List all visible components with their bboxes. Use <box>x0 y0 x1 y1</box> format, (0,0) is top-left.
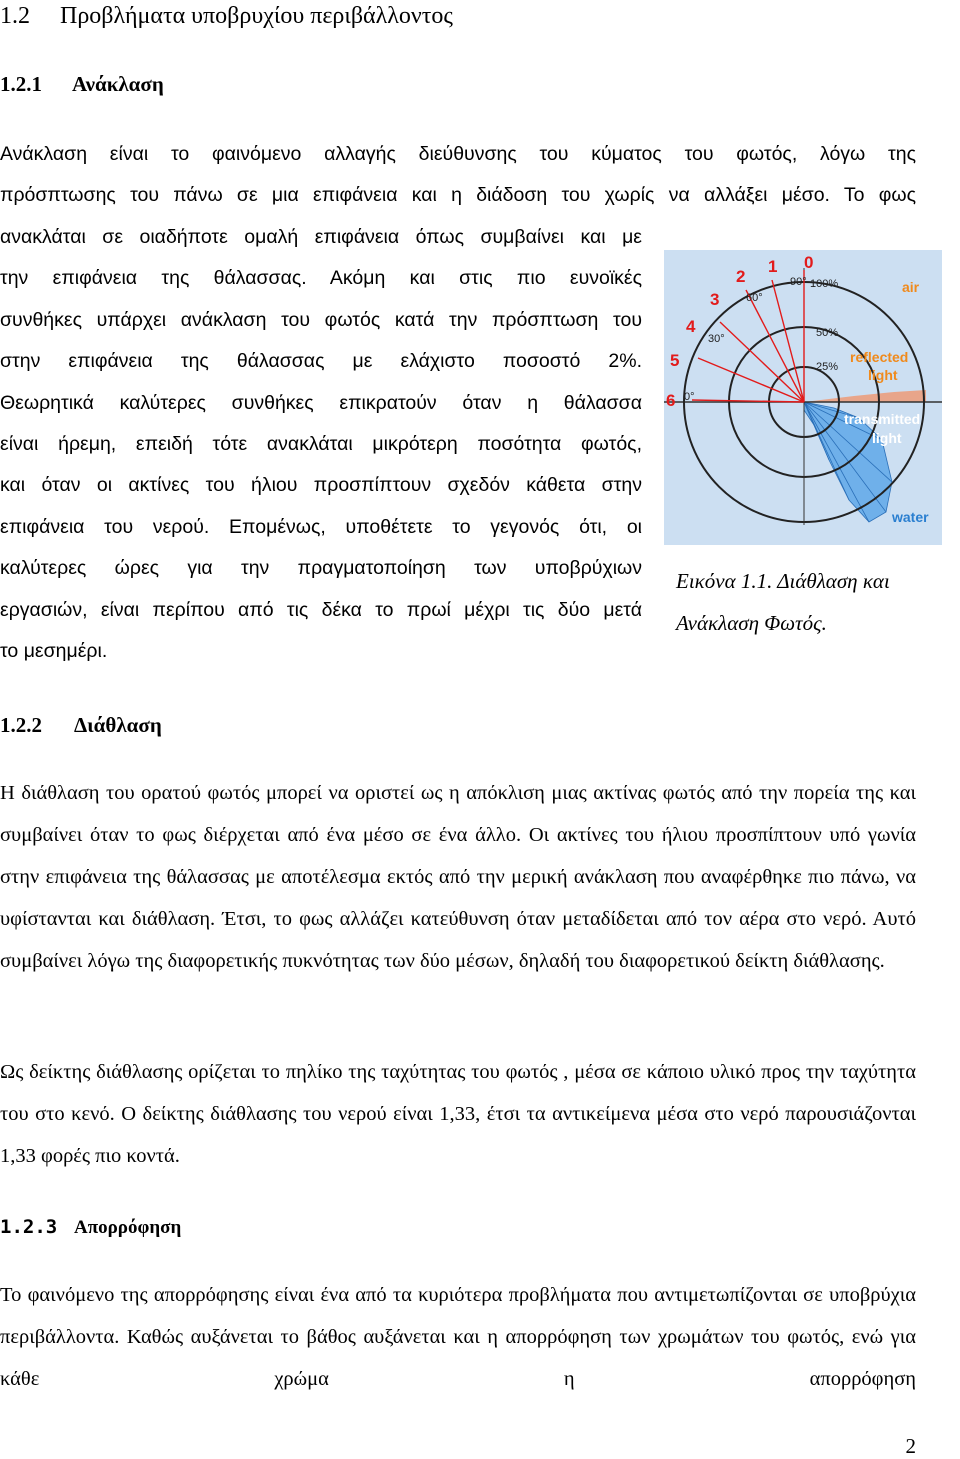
reflected-label-line2: light <box>868 367 898 383</box>
text-line: είναι ήρεμη, επειδή τότε ανακλάται μικρότερη ποσότητα φωτός, <box>0 433 642 456</box>
caption-line: Ανάκλαση Φωτός. <box>676 611 827 635</box>
subsection-number: 1.2.3 <box>0 1216 58 1238</box>
text-line: Θεωρητικά καλύτερες συνθήκες επικρατούν όταν η θάλασσα <box>0 391 642 414</box>
angle-90: 90° <box>790 276 807 288</box>
percent-25: 25% <box>816 361 839 373</box>
reflection-paragraph-narrow <box>0 217 642 672</box>
text-line: και όταν οι ακτίνες του ήλιου προσπίπτουν σχεδόν κάθετα στην <box>0 474 642 497</box>
reflection-paragraph-wide <box>0 134 916 217</box>
refraction-reflection-figure <box>664 250 942 545</box>
subsection-number: 1.2.1 <box>0 72 42 96</box>
refraction-paragraph-1: Η διάθλαση του ορατού φωτός μπορεί να οριστεί ως η απόκλιση μιας ακτίνας φωτός από την πορεία της και συμβαίνει όταν το φως διέρχεται από ένα μέσο σε ένα άλλο. Οι ακτίνες του ήλιου προσπίπτουν υπό γωνία στην επιφάνεια της θάλασσας με αποτέλεσμα εκτός από την μερική ανάκλαση που αναφέρθηκε πιο πάνω, να υφίστανται και διάθλαση. Έτσι, το φως αλλάζει κατεύθυνση όταν μεταδίδεται από τον αέρα στο νερό. Αυτό συμβαίνει λόγω της διαφορετικής πυκνότητας των δύο μέσων, δηλαδή του διαφορετικού δείκτη διάθλασης. <box>0 782 916 972</box>
reflected-label-line1: reflected <box>850 349 909 365</box>
text-line: επιφάνεια του νερού. Επομένως, υποθέτετε το γεγονός ότι, οι <box>0 515 642 538</box>
caption-line: Εικόνα 1.1. Διάθλαση και <box>676 569 890 593</box>
text-line: καλύτερες ώρες για την πραγματοποίηση των υποβρύχιων <box>0 557 642 580</box>
subsection-heading-absorption <box>0 1212 181 1243</box>
transmitted-label-line1: transmitted <box>844 411 921 427</box>
section-number: 1.2 <box>0 3 30 29</box>
text-line: πρόσπτωσης του πάνω σε μια επιφάνεια και η διάδοση του χωρίς να αλλάξει μέσο. Το φως <box>0 184 916 207</box>
subsection-number: 1.2.2 <box>0 713 42 737</box>
angle-30: 30° <box>708 333 725 345</box>
angle-0: 0° <box>684 391 695 403</box>
text-line: ανακλάται σε οιαδήποτε ομαλή επιφάνεια όπως συμβαίνει και με <box>0 226 642 248</box>
ray-number-6: 6 <box>666 391 676 410</box>
transmitted-label-line2: light <box>872 430 902 446</box>
subsection-heading-reflection <box>0 68 164 100</box>
subsection-title: Απορρόφηση <box>74 1217 182 1238</box>
text-line: Ανάκλαση είναι το φαινόμενο αλλαγής διεύθυνσης του κύματος του φωτός, λόγω της <box>0 143 916 165</box>
text-line: εργασιών, είναι περίπου από τις δέκα το πρωί μέχρι τις δύο μετά <box>0 598 642 621</box>
text-line: το μεσημέρι. <box>0 640 108 663</box>
ray-number-2: 2 <box>736 267 746 286</box>
ray-number-4: 4 <box>686 317 696 336</box>
ray-number-0: 0 <box>804 253 814 272</box>
refraction-paragraph-2: Ως δείκτης διάθλασης ορίζεται το πηλίκο της ταχύτητας του φωτός , μέσα σε κάποιο υλικό προς την ταχύτητα του στο κενό. Ο δείκτης διάθλασης του νερού είναι 1,33, έτσι τα αντικείμενα μέσα στο νερό παρουσιάζονται 1,33 φορές πιο κοντά. <box>0 1061 916 1167</box>
angle-60: 60° <box>746 292 763 304</box>
air-label: air <box>902 279 920 295</box>
page-number: 2 <box>905 1434 916 1458</box>
percent-50: 50% <box>816 327 839 339</box>
text-line: την επιφάνεια της θάλασσας. Ακόμη και στις πιο ευνοϊκές <box>0 267 642 290</box>
section-heading <box>0 0 453 32</box>
text-line: συνθήκες υπάρχει ανάκλαση του φωτός κατά την πρόσπτωση του <box>0 308 642 331</box>
ray-number-5: 5 <box>670 351 680 370</box>
figure-caption <box>676 560 946 644</box>
subsection-heading-refraction <box>0 710 162 740</box>
subsection-title: Διάθλαση <box>74 713 162 737</box>
absorption-paragraph: Το φαινόμενο της απορρόφησης είναι ένα από τα κυριότερα προβλήματα που αντιμετωπίζονται σε υποβρύχια περιβάλλοντα. Καθώς αυξάνεται το βάθος αυξάνεται και η απορρόφηση των χρωμάτων του φωτός, ενώ για κάθε χρώμα η απορρόφηση <box>0 1284 916 1390</box>
section-title: Προβλήματα υποβρυχίου περιβάλλοντος <box>60 3 453 29</box>
ray-number-1: 1 <box>768 257 778 276</box>
subsection-title: Ανάκλαση <box>72 72 164 96</box>
ray-number-3: 3 <box>710 290 720 309</box>
text-line: στην επιφάνεια της θάλασσας με ελάχιστο ποσοστό 2%. <box>0 350 642 373</box>
percent-100: 100% <box>810 278 839 290</box>
water-label: water <box>892 509 929 525</box>
